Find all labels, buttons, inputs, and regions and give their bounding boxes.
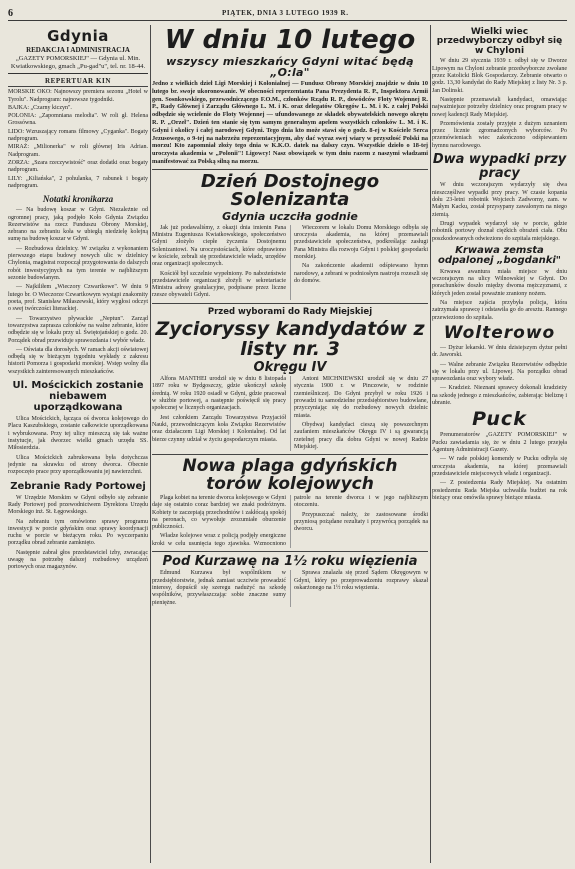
court-paragraph: Edmund Kurzawa był wspólnikiem w przedsiębiorstwie, jednak zamiast uczciwie prowadzić interesy, dopuścił się szeregu nadużyć na szkodę wspólników, przywłaszczając sobie znaczne sumy pieniężne. (152, 570, 286, 606)
accidents-paragraph: Drugi wypadek wydarzył się w porcie, gdzie robotnik portowy doznał ciężkich obrażeń ciała. Obu poszkodowanych odwieziono do szpitala miejskiego. (432, 220, 567, 242)
issue-date: PIĄTEK, DNIA 3 LUTEGO 1939 R. (222, 9, 349, 17)
repertoire-item: LILY: „Kiliańska", 2 pohulanka, 7 rabunek i bogaty nadprogram. (8, 175, 148, 189)
editorial-subtitle: REDAKCJA I ADMINISTRACJA (26, 46, 130, 55)
puck-headline: Puck (472, 408, 527, 431)
repertoire-heading: REPERTUAR KIN (8, 77, 148, 88)
rally-paragraph: W dniu 29 stycznia 1939 r. odbył się w Dworze Lipowym na Chyloni zebranie przedwyborcze zwołane przez Katolicki Blok Gospodarczy. Zebranie otwarto o godz. 13,30 kandydat do Rady Miejskiej z listy Nr. 3 p. Jan Dolinski. (432, 58, 567, 94)
revenge-headline: Krwawa zemsta odpalonej „bogdanki" (438, 244, 561, 267)
repertoire-item: BAJKA: „Czarny kiczyn". (8, 104, 72, 111)
section-title: Gdynia (47, 27, 109, 45)
street-article-paragraph: Ulica Mościckich zabrukowana była dotychczas jedynie na skrawku od strony dworca. Obecnie rozpoczęto prace przy uporządkowaniu jej nawierzchni. (8, 454, 148, 476)
candidates-paragraph: Obydwaj kandydaci cieszą się powszechnym zaufaniem mieszkańców Okręgu IV i są gwarancją rzetelnej pracy dla dobra Gdyni w nowej Radzie Miejskiej. (294, 422, 428, 450)
accidents-headline: Dwa wypadki przy pracy (432, 152, 567, 181)
port-council-paragraph: Na zebraniu tym omówiono sprawy programu inwestycji w porcie gdyńskim oraz sprawy koordynacji ruchu w porcie w bieżącym roku. Po wyczerpaniu porządku obrad zebranie zamknięto. (8, 518, 148, 547)
nameday-subheadline: Gdynia uczciła godnie (222, 210, 358, 224)
center-column (152, 25, 428, 863)
rail-paragraph: Władze kolejowe wraz z policją podjęły energiczne kroki w celu usunięcia tego zjawiska. Wzmocniono patrole na terenie dworca i w jego najbliższym otoczeniu. (152, 494, 428, 547)
revenge-paragraph: Krwawa awantura miała miejsce w dniu wczorajszym na ulicy Wilnowskiej w Gdyni. Do porachunków doszło między dwoma mężczyznami, z których jeden został poważnie zraniony nożem. (432, 268, 567, 297)
nameday-paragraph: Kościół był szczelnie wypełniony. Po nabożeństwie przedstawiciele organizacji złożyli w sekretariacie Ministra adresy gratulacyjne, podpisane przez liczne rzesze obywateli Gdyni. (152, 270, 286, 299)
rally-paragraph: Następnie przemawiali kandydaci, omawiając najważniejsze potrzeby dzielnicy oraz program pracy w nowej kadencji Rady Miejskiej. (432, 96, 567, 118)
repertoire-item: MORSKIE OKO: Najnowszy premiera sezonu „Hotel w Tyrolu". Nadprogram: najnowsze tygodniki. (8, 89, 148, 103)
election-kicker: Przed wyborami do Rady Miejskiej (207, 306, 373, 317)
puck-paragraph: — Z posiedzenia Rady Miejskiej. Na ostatnim posiedzeniu Rada Miejska uchwaliła budżet na rok bieżący oraz omówiła sprawy bieżące miasta. (432, 480, 567, 501)
column-rule (150, 25, 151, 863)
nameday-paragraph: Wieczorem w lokalu Domu Morskiego odbyła się uroczysta akademia, na której przemawiali przedstawiciele społeczeństwa, podkreślając zasługi Pana Ministra dla rozwoju Gdyni i polskiej gospodarki morskiej. (294, 224, 428, 260)
puck-paragraph: — W rade polskiej komendy w Pucku odbyła się uroczysta akademia, na której przemawiali przedstawiciele miejscowych władz i organizacji. (432, 456, 567, 477)
wejherowo-paragraph: — Dyżur lekarski. W dniu dzisiejszym dyżur pełni dr. Jaworski. (432, 344, 567, 359)
port-council-headline: Zebranie Rady Portowej (10, 480, 146, 492)
section-masthead (8, 27, 148, 74)
chronicle-paragraph: — Najkiliłem „Wieczory Czwartkowe". W dniu 9 lutego br. O Wieczorze Czwartkowym wystąpi znakomity poeta, prof. Stanisław Miłaszewski, który wygłosi odczyt o swej twórczości literackiej. (8, 284, 148, 313)
chronicle-paragraph: — Oświata dla dorosłych. W ramach akcji oświatowej odbędą się w bieżącym tygodniu wykłady z zakresu historii Pomorza i gospodarki morskiej. Wstęp wolny dla wszystkich zainteresowanych mieszkańców. (8, 346, 148, 375)
candidates-paragraph: Alfons MANTHEI urodził się w dniu 8 listopada 1897 roku w Bydgoszczy, gdzie ukończył szkołę średnią. W roku 1920 osiadł w Gdyni, gdzie pracował w służbie portowej, a następnie poświęcił się pracy społecznej w licznych organizacjach. (152, 376, 286, 412)
candidates-paragraph: Jest członkiem Zarządu Towarzystwa Przyjaciół Nauki, przewodniczącym koła Związku Rezerwistów oraz działaczem Ligi Morskiej i Kolonialnej. Od lat bierze czynny udział w życiu gospodarczym miasta. (152, 414, 286, 443)
right-column (432, 25, 567, 863)
nameday-paragraph: Jak już podawaliśmy, z okazji dnia imienin Pana Ministra Eugeniusza Kwiatkowskiego, społeczeństwo Gdyni złożyło ciepłe życzenia Dostojnemu Solenizantowi. Na uroczystościach, które odprawiono w kościele, zebrali się przedstawiciele władz, urzędów oraz organizacji społecznych. (152, 224, 286, 268)
chronicle-heading: Notatki kronikarza (42, 194, 114, 205)
rail-paragraph: Przypuszczać należy, że zastosowane środki przyniosą pożądane rezultaty i przywrócą porządek na dworcu. (294, 511, 428, 533)
port-council-paragraph: Następnie zabrał głos przedstawiciel izby, zwracając uwagę na potrzebę dalszej rozbudowy urządzeń portowych oraz magazynów. (8, 549, 148, 571)
columns (8, 25, 567, 863)
section-divider (152, 551, 428, 552)
nameday-headline: Dzień Dostojnego Solenizanta (200, 170, 380, 211)
editorial-address: „GAZETY POMORSKIEJ" — Gdynia ul. Min. Kwiatkowskiego, gmach „Pu-gad"u", tel. nr. 18-44. (10, 54, 146, 70)
column-rule (430, 25, 431, 863)
main-lead-paragraph: Jedno z wielkich dzieł Ligi Morskiej i Kolonialnej — Fundusz Obrony Morskiej znajdzie w dniu 10 lutego br. swoje ukoronowanie. W obecności reprezentanta Pana Prezydenta R. P., Inspektora Armii gen. Sosnkowskiego, przewodniczącego F.O.M., członków Rządu R. P., dowódców Floty Wojennej R. P., Rady Głównej i Zarządu Głównego L. M. i K. oraz delegatów Okręgów L. M. i K. z całej Polski odbędzie się wcielenie do Floty Wojennej — ufundowanego ze składek obywatelskich nowego okrętu R. P. „Orzeł". Dzień ten stanie się tym samym generalnym apelem wszystkich członków L. M. i K. Gdyni i okolicy i całej narodowej Gdyni. Tego dnia kto może stawi się o godz. 8-ej w Kościele Serca Jezusowego, o 9-tej na nabrzeżu reprezentacyjnym, aby dać wyraz swej wiary w przyszłość Polski na morzu! Kto zapomniał złoży tego dnia w K.K.O. datek na dalszy czyn. Wszystkie dzieło o 18-tej uroczysta akademia w „Polonii"! Ligowcy! Nasz obowiązek w tym dniu razem z naszymi władzami manifestować za Polską silną na morzu. (152, 80, 428, 170)
street-article-paragraph: Ulica Mościckich, łącząca oś dworca kolejowego do Placu Kaszubskiego, zostanie całkowicie uporządkowana i wybrukowana. Przy tej ulicy mieszczą się tak ważne instytucje, jak dworzec wielki gmach urzędu SS. Miłosierdzia. (8, 416, 148, 452)
repertoire-item: LIDO: Wzruszający romans filmowy „Cyganka". Bogaty nadprogram. (8, 128, 148, 143)
chronicle-paragraph: — Towarzystwo pływackie „Neptun". Zarząd towarzystwa zaprasza członków na walne zebranie, które odbędzie się w lokalu przy ul. Świętojańskiej o godz. 20. Porządek obrad przewiduje sprawozdania i wybór władz. (8, 315, 148, 344)
court-article (152, 570, 428, 607)
candidates-paragraph: Antoni MICHNIEWSKI urodził się w dniu 27 stycznia 1900 r. w Pinczowie, w rodzinie rzemieślniczej. Do Gdyni przybył w roku 1926 i prowadzi tu samodzielne przedsiębiorstwo budowlane, przyczyniając się do rozbudowy nowych dzielnic miasta. (294, 376, 428, 419)
candidates-headline: Zycioryssy kandydatów z listy nr. 3 (155, 318, 425, 360)
wejherowo-paragraph: — Kradzież. Nieznani sprawcy dokonali kradzieży na szkodę jednego z mieszkańców, zabierając bieliznę i ubranie. (432, 385, 567, 407)
main-headline: W dniu 10 lutego (164, 25, 416, 55)
repertoire-item: MIRAŻ: „Milionerka" w roli głównej Iris Adrian. Nadprogram. (8, 144, 148, 158)
running-header (8, 6, 567, 21)
repertoire-item: ZORZA: „Szara rzeczywistość" oraz dodatki oraz bogaty nadprogram. (8, 160, 148, 174)
candidates-subheadline: Okręgu IV (253, 359, 327, 375)
page-number: 6 (8, 7, 14, 19)
port-council-paragraph: W Urzędzie Morskim w Gdyni odbyło się zebranie Rady Portowej pod przewodnictwem Dyrektora Urzędu Morskiego inż. St. Łęgowskiego. (8, 494, 148, 516)
rail-article (152, 495, 428, 548)
puck-paragraph: Prenumeratorów „GAZETY POMORSKIEJ" w Pucku zawiadamia się, że w dniu 2 lutego przejęła Agenturę Administracji Gazety. (432, 432, 567, 453)
rally-paragraph: Przemówienia zostały przyjęte z dużym uznaniem przez licznie zgromadzonych wyborców. Po przemówieniach wiec zakończono odśpiewaniem hymnu narodowego. (432, 120, 567, 149)
left-column (8, 25, 148, 863)
nameday-paragraph: Na zakończenie akademii odśpiewano hymn narodowy, a zebrani w podniosłym nastroju rozeszli się do domów. (294, 263, 428, 284)
rail-headline: Nowa plaga gdyńskich torów kolejowych (182, 456, 398, 494)
section-divider (152, 303, 428, 304)
main-subheadline: wszyscy mieszkańcy Gdyni witać będą „O:la" (166, 54, 414, 79)
wejherowo-headline: Wolterowo (443, 323, 556, 344)
rail-paragraph: Plaga kobiet na terenie dworca kolejowego w Gdyni daje się ostatnio coraz bardziej we znaki podróżnym. Kobiety te zaczepiają przechodniów i zakłócają spokój na peronach, co wywołuje zrozumiałe oburzenie publiczności. (152, 494, 286, 531)
nameday-article (152, 225, 428, 300)
candidates-article (152, 376, 428, 451)
chronicle-paragraph: — Na budowę koszar w Gdyni. Niezależnie od ogromnej pracy, jaką podjęło Koło Gdynia Związku Rezerwistów na rzecz Funduszu Obrony Morskiej, zebrano na zebraniu koła w ubiegłą niedzielę kolejną sumę na budowę koszar w Gdyni. (8, 207, 148, 243)
chronicle-paragraph: — Rozbudowa dzielnicy. W związku z wykonaniem pierwszego etapu budowy nowych ulic w dzielnicy Chylonia, magistrat rozpoczął przygotowania do dalszych robót inwestycyjnych na tym terenie w najbliższym sezonie budowlanym. (8, 245, 148, 282)
rally-headline: Wielki wiec przedwyborczy odbył się w Chyloni (436, 27, 563, 56)
repertoire-item: POLONIA: „Zapomniana melodia". W roli gł. Helena Grossówna. (8, 113, 148, 127)
court-paragraph: Sprawa znalazła się przed Sądem Okręgowym w Gdyni, który po przeprowadzeniu rozprawy skazał oskarżonego na 1½ roku więzienia. (294, 570, 428, 591)
revenge-paragraph: Na miejsce zajścia przybyła policja, która zatrzymała sprawcę i odstawiła go do aresztu. Rannego przewieziono do szpitala. (432, 300, 567, 321)
wejherowo-paragraph: — Walne zebranie Związku Rezerwistów odbędzie się w lokalu przy ul. Lipowej. Na porządku obrad sprawozdania oraz wybory władz. (432, 361, 567, 383)
accidents-paragraph: W dniu wczorajszym wydarzyły się dwa nieszczęśliwe wypadki przy pracy. W czasie kopania dołu 23-letni robotnik Wojciech Zadworny, zam. w Małym Kacku, został przysypany zawalonym na niego ziemią. (432, 182, 567, 218)
court-headline: Pod Kurzawę na 1½ roku więzienia (162, 554, 418, 570)
section-divider (152, 454, 428, 455)
street-article-headline: Ul. Mościckich zostanie niebawem uporządkowana (12, 380, 144, 414)
